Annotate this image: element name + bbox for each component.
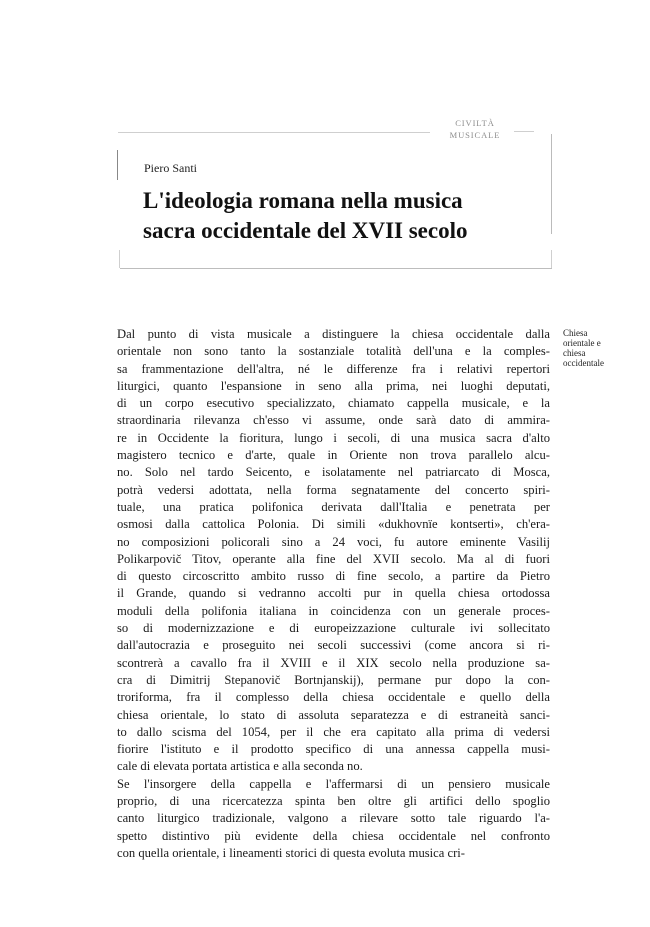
body-line: spetto distintivo più evidente della chiesa occidentale nel confronto — [117, 828, 550, 843]
margin-note-line: chiesa — [563, 348, 586, 358]
header-bottom-right-tick — [551, 250, 552, 268]
body-line: magistero tecnico e d'arte, quale in Oriente non trova parallelo alcu- — [117, 448, 550, 463]
header-bottom-left-tick — [119, 250, 120, 268]
body-line: proprio, di una ricercatezza spinta ben oltre gli artifici dello spoglio — [117, 794, 550, 809]
body-line: Polikarpovič Titov, operante alla fine del XVII secolo. Ma al di fuori — [117, 551, 550, 566]
section-tag-line-1: CIVILTÀ — [455, 118, 495, 128]
body-line: Dal punto di vista musicale a distinguere la chiesa occidentale dalla — [117, 327, 550, 341]
body-line: orientale non sono tanto la sostanziale totalità dell'una e la comples- — [117, 344, 550, 359]
section-tag — [440, 117, 510, 141]
title-line-1: L'ideologia romana nella musica — [143, 188, 463, 213]
body-line: di questo circoscritto ambito russo di fine secolo, a partire da Pietro — [117, 569, 550, 584]
header-left-rule — [117, 150, 118, 180]
body-line: fiorire l'istituto e il prodotto specifico di una annessa cappella musi- — [117, 742, 550, 757]
header-bottom-rule — [120, 268, 552, 269]
margin-note-line: orientale e — [563, 338, 601, 348]
body-line: straordinaria rilevanza ch'esso vi assume, onde sarà dato di ammira- — [117, 413, 550, 428]
body-line: so di modernizzazione e di europeizzazione culturale ivi sollecitato — [117, 621, 550, 636]
body-line: di un corpo esecutivo specializzato, chiamato cappella musicale, e la — [117, 396, 550, 411]
body-line: liturgici, quanto l'espansione in seno alla prima, nei luoghi deputati, — [117, 378, 550, 393]
body-line: potrà vedersi adottata, nella forma segnatamente del concerto spiri- — [117, 482, 550, 497]
body-line: con quella orientale, i lineamenti storici di questa evoluta musica cri- — [117, 845, 465, 860]
header-top-rule-tick — [514, 131, 534, 132]
article-title — [143, 186, 553, 246]
margin-note-line: occidentale — [563, 358, 604, 368]
body-line: chiesa orientale, lo stato di assoluta separatezza e di estraneità sanci- — [117, 707, 550, 722]
body-line: to dallo scisma del 1054, per il che era capitato alla prima di vedersi — [117, 724, 550, 739]
body-line: canto liturgico tradizionale, valgono a rilevare sotto tale riguardo l'a- — [117, 811, 550, 826]
body-line: scontrerà a cavallo fra il XVIII e il XIX secolo nella produzione sa- — [117, 655, 550, 670]
body-line: sa frammentazione dell'altra, né le differenze fra i relativi repertori — [117, 361, 550, 376]
section-tag-line-2: MUSICALE — [449, 130, 501, 140]
body-line: cale di elevata portata artistica e alla seconda no. — [117, 759, 363, 774]
body-line: no. Solo nel tardo Seicento, e isolatamente nel patriarcato di Mosca, — [117, 465, 550, 480]
body-line: il Grande, quando si vedranno accolti pur in quella chiesa ortodossa — [117, 586, 550, 601]
body-line: osmosi dalla cattolica Polonia. Di simili «dukhovnïe kontserti», ch'era- — [117, 517, 550, 532]
margin-note — [563, 328, 643, 368]
body-line: dall'autocrazia e proseguito nei secoli successivi (come ancora si ri- — [117, 638, 550, 653]
body-text — [117, 326, 550, 862]
body-line: re in Occidente la fioritura, lungo i secoli, di una musica sacra d'alto — [117, 430, 550, 445]
body-line: tuale, una pratica polifonica derivata dall'Italia e penetrata per — [117, 499, 550, 514]
body-line: Se l'insorgere della cappella e l'affermarsi di un pensiero musicale — [117, 776, 550, 791]
header-top-rule — [118, 132, 430, 133]
body-line: moduli della polifonia italiana in coincidenza con un generale proces- — [117, 603, 550, 618]
author-name: Piero Santi — [144, 161, 197, 175]
body-line: no composizioni policorali sino a 24 voci, fu autore eminente Vasilij — [117, 534, 550, 549]
margin-note-line: Chiesa — [563, 328, 588, 338]
body-line: cra di Dimitrij Stepanovič Bortnjanskij), permane pur dopo la con- — [117, 672, 550, 687]
body-line: troriforma, fra il complesso della chiesa occidentale e quello della — [117, 690, 550, 705]
title-line-2: sacra occidentale del XVII secolo — [143, 218, 468, 243]
